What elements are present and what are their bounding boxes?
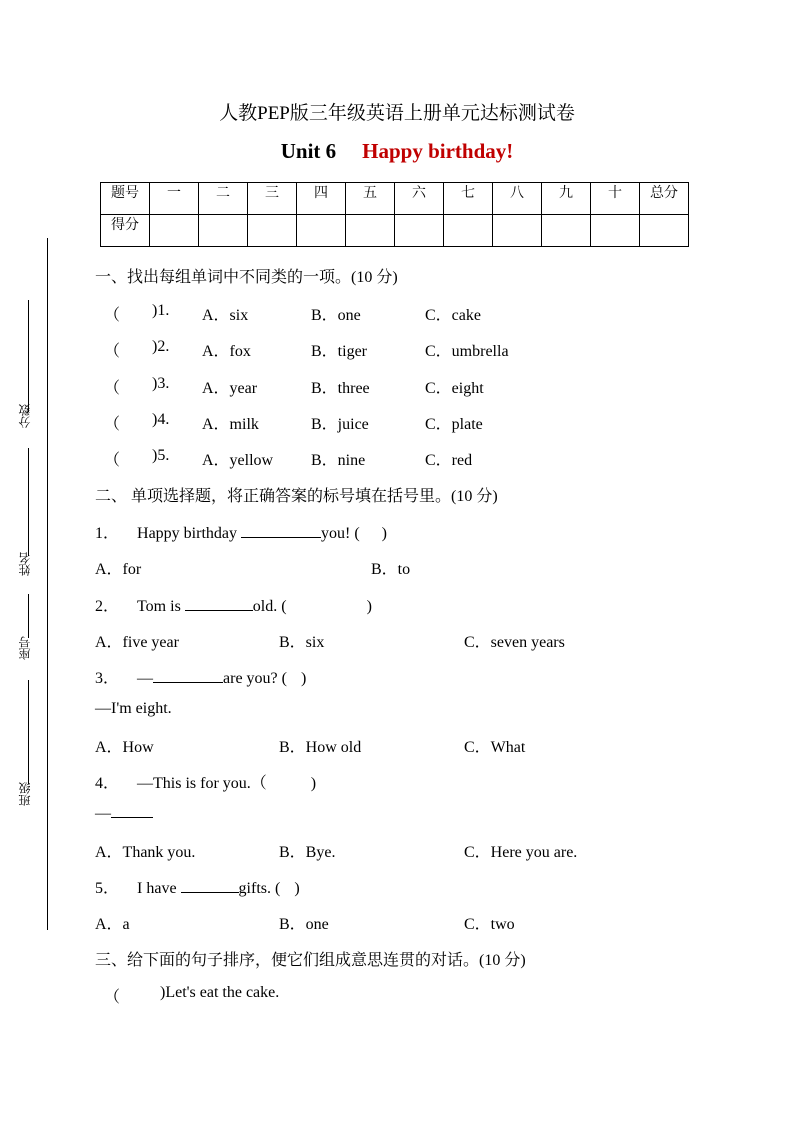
table-cell: 一 bbox=[150, 183, 199, 215]
score-cell[interactable] bbox=[297, 215, 346, 247]
question-text: you! ( bbox=[321, 525, 360, 542]
section2-heading: 二、 单项选择题，将正确答案的标号填在括号里。(10 分) bbox=[95, 488, 498, 505]
score-cell[interactable] bbox=[640, 215, 689, 247]
list-item: （ bbox=[104, 343, 121, 360]
score-cell[interactable] bbox=[444, 215, 493, 247]
table-cell: 十 bbox=[591, 183, 640, 215]
option-a: A．yellow bbox=[202, 452, 274, 469]
question-number: )4. bbox=[152, 411, 170, 428]
section3-heading: 三、给下面的句子排序，便它们组成意思连贯的对话。(10 分) bbox=[95, 952, 526, 969]
question-number: 3． bbox=[95, 670, 120, 687]
answer-blank[interactable] bbox=[111, 817, 153, 818]
page-title: 人教PEP版三年级英语上册单元达标测试卷 bbox=[219, 103, 575, 124]
question-number: )1. bbox=[152, 302, 170, 319]
table-cell: 总分 bbox=[640, 183, 689, 215]
paren-close: ) bbox=[366, 598, 372, 615]
question-number: 4． bbox=[95, 775, 120, 792]
question-number: )2. bbox=[152, 338, 170, 355]
list-item: （ bbox=[104, 380, 121, 397]
question-reply: —I'm eight. bbox=[95, 700, 172, 717]
paren-close: ) bbox=[310, 775, 317, 792]
unit-heading bbox=[0, 139, 794, 164]
option-c: C．two bbox=[464, 916, 515, 933]
question-text: I have bbox=[137, 880, 181, 897]
unit-title: Happy birthday! bbox=[362, 139, 514, 163]
option-b: B．to bbox=[371, 561, 411, 578]
option-c: C．eight bbox=[425, 380, 484, 397]
question-1 bbox=[95, 520, 387, 543]
table-cell: 得分 bbox=[101, 215, 150, 247]
option-a: A．How bbox=[95, 739, 154, 756]
option-c: C．seven years bbox=[464, 634, 565, 651]
question-text: Happy birthday bbox=[137, 525, 241, 542]
score-cell[interactable] bbox=[199, 215, 248, 247]
table-cell: 五 bbox=[346, 183, 395, 215]
score-cell[interactable] bbox=[493, 215, 542, 247]
answer-blank[interactable] bbox=[185, 610, 253, 611]
question-number: 1． bbox=[95, 525, 120, 542]
question-text: are you? ( bbox=[223, 670, 287, 687]
score-table-score-row bbox=[101, 215, 689, 247]
answer-blank[interactable] bbox=[181, 892, 239, 893]
answer-blank[interactable] bbox=[153, 682, 223, 683]
class-underline bbox=[28, 680, 29, 784]
option-a: A．fox bbox=[202, 343, 251, 360]
reply-dash: — bbox=[95, 805, 111, 822]
seat-underline bbox=[28, 594, 29, 638]
question-number: 5． bbox=[95, 880, 120, 897]
question-number: 2． bbox=[95, 598, 120, 615]
option-c: C．What bbox=[464, 739, 526, 756]
paren-close: ) bbox=[300, 670, 307, 687]
table-cell: 题号 bbox=[101, 183, 150, 215]
option-a: A．year bbox=[202, 380, 258, 397]
side-label-seat: 座号 bbox=[18, 636, 32, 660]
list-item: （ bbox=[104, 307, 121, 324]
question-text: —This is for you.（ bbox=[137, 775, 267, 792]
table-cell: 四 bbox=[297, 183, 346, 215]
question-text: gifts. ( bbox=[238, 880, 281, 897]
option-c: C．red bbox=[425, 452, 473, 469]
score-cell[interactable] bbox=[346, 215, 395, 247]
binding-line bbox=[47, 238, 48, 930]
unit-number: Unit 6 bbox=[280, 139, 337, 163]
score-cell[interactable] bbox=[542, 215, 591, 247]
name-underline bbox=[28, 448, 29, 556]
question-number: )3. bbox=[152, 375, 170, 392]
option-c: C．umbrella bbox=[425, 343, 509, 360]
question-number: )5. bbox=[152, 447, 170, 464]
question-reply bbox=[95, 805, 153, 823]
option-b: B．three bbox=[311, 380, 370, 397]
list-item: （ bbox=[104, 416, 121, 433]
option-c: C．cake bbox=[425, 307, 481, 324]
paren-close: ) bbox=[381, 525, 387, 542]
option-c: C．Here you are. bbox=[464, 844, 578, 861]
option-b: B．one bbox=[279, 916, 329, 933]
option-a: A．Thank you. bbox=[95, 844, 196, 861]
score-cell[interactable] bbox=[150, 215, 199, 247]
option-b: B．nine bbox=[311, 452, 366, 469]
list-item: （ bbox=[104, 989, 121, 1006]
answer-blank[interactable] bbox=[241, 537, 321, 538]
table-cell: 九 bbox=[542, 183, 591, 215]
option-b: B．tiger bbox=[311, 343, 367, 360]
section1-heading: 一、找出每组单词中不同类的一项。(10 分) bbox=[95, 269, 398, 286]
option-c: C．plate bbox=[425, 416, 483, 433]
score-cell[interactable] bbox=[248, 215, 297, 247]
score-cell[interactable] bbox=[395, 215, 444, 247]
option-b: B．six bbox=[279, 634, 325, 651]
table-cell: 七 bbox=[444, 183, 493, 215]
option-b: B．Bye. bbox=[279, 844, 336, 861]
side-label-name: 姓名 bbox=[18, 552, 32, 576]
question-3 bbox=[95, 665, 306, 688]
table-cell: 二 bbox=[199, 183, 248, 215]
option-a: A．a bbox=[95, 916, 130, 933]
question-text: old. ( bbox=[252, 598, 287, 615]
option-a: A．for bbox=[95, 561, 142, 578]
question-5 bbox=[95, 875, 300, 898]
table-cell: 三 bbox=[248, 183, 297, 215]
score-underline bbox=[28, 300, 29, 412]
side-label-score: 分数 bbox=[18, 404, 32, 428]
option-b: B．How old bbox=[279, 739, 362, 756]
option-a: A．six bbox=[202, 307, 249, 324]
question-4 bbox=[95, 770, 316, 793]
list-item: （ bbox=[104, 452, 121, 469]
sentence-item: )Let's eat the cake. bbox=[160, 984, 280, 1001]
table-cell: 六 bbox=[395, 183, 444, 215]
option-b: B．juice bbox=[311, 416, 369, 433]
option-a: A．five year bbox=[95, 634, 179, 651]
option-b: B．one bbox=[311, 307, 361, 324]
score-cell[interactable] bbox=[591, 215, 640, 247]
question-text: Tom is bbox=[137, 598, 185, 615]
score-table bbox=[100, 182, 689, 247]
question-2 bbox=[95, 593, 372, 616]
table-cell: 八 bbox=[493, 183, 542, 215]
side-label-class: 班级 bbox=[18, 782, 32, 806]
paren-close: ) bbox=[294, 880, 300, 897]
option-a: A．milk bbox=[202, 416, 259, 433]
score-table-header-row bbox=[101, 183, 689, 215]
question-text: — bbox=[137, 670, 154, 687]
